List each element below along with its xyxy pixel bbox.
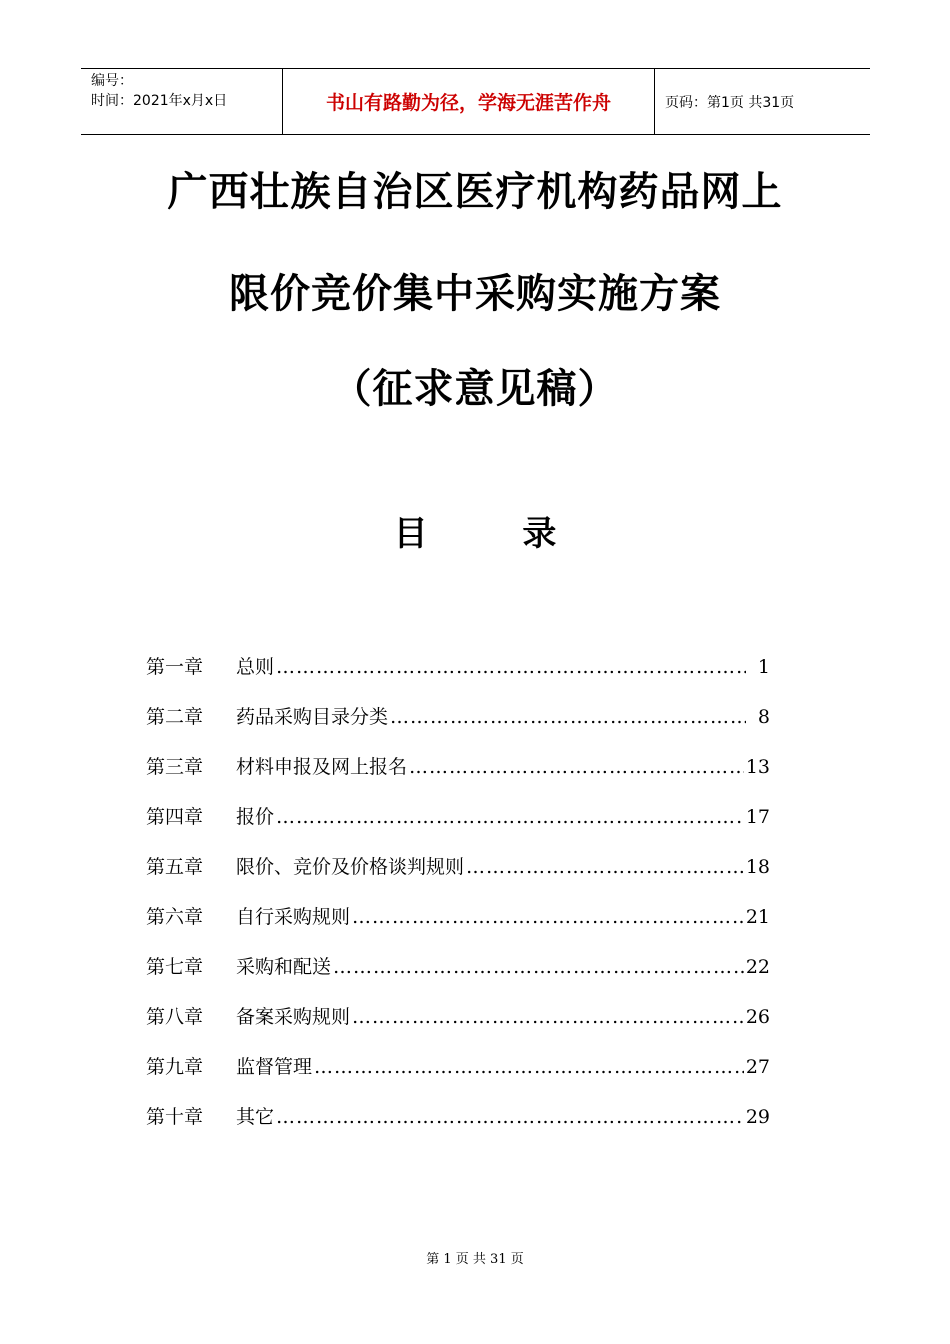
toc-chapter: 第三章: [146, 756, 204, 778]
page-header: [81, 68, 870, 135]
toc-page-number: 22: [745, 956, 770, 978]
toc-entry[interactable]: [146, 652, 770, 702]
toc-leader: [276, 806, 744, 828]
document-title-line-1: 广西壮族自治区医疗机构药品网上: [167, 169, 783, 215]
toc-page-number: 21: [745, 906, 770, 928]
toc-page-number: 18: [745, 856, 770, 878]
toc-title: 材料申报及网上报名: [236, 756, 408, 778]
toc-entry[interactable]: [146, 702, 770, 752]
toc-page-number: 29: [745, 1106, 770, 1128]
toc-title: 限价、竞价及价格谈判规则: [236, 856, 465, 878]
toc-page-number: 1: [757, 656, 770, 678]
toc-chapter: 第四章: [146, 806, 204, 828]
toc-leader: [352, 906, 744, 928]
document-title-line-3: （征求意见稿）: [331, 366, 619, 412]
toc-leader: [314, 1056, 744, 1078]
toc-title: 自行采购规则: [236, 906, 351, 928]
toc-chapter: 第七章: [146, 956, 204, 978]
toc-entry[interactable]: [146, 952, 770, 1002]
toc-leader: [409, 756, 744, 778]
toc-leader: [390, 706, 746, 728]
toc-chapter: 第九章: [146, 1056, 204, 1078]
toc-title: 报价: [236, 806, 275, 828]
toc-entry[interactable]: [146, 852, 770, 902]
toc-leader: [276, 656, 746, 678]
toc-entry[interactable]: [146, 1102, 770, 1152]
toc-page-number: 27: [745, 1056, 770, 1078]
header-meta: [81, 69, 282, 134]
toc-chapter: 第六章: [146, 906, 204, 928]
toc-entry[interactable]: [146, 902, 770, 952]
toc-title: 药品采购目录分类: [236, 706, 389, 728]
header-page-info: 页码：第1页 共31页: [665, 94, 795, 111]
header-number-label: 编号：: [91, 73, 133, 89]
header-time-label: 时间：2021年x月x日: [91, 93, 228, 109]
toc-leader: [333, 956, 744, 978]
toc-title: 其它: [236, 1106, 275, 1128]
toc-entry[interactable]: [146, 1002, 770, 1052]
toc-title: 采购和配送: [236, 956, 332, 978]
toc-chapter: 第十章: [146, 1106, 204, 1128]
toc-leader: [276, 1106, 744, 1128]
toc-page-number: 8: [757, 706, 770, 728]
toc-heading: 目 录: [393, 514, 557, 554]
toc-title: 监督管理: [236, 1056, 313, 1078]
toc-chapter: 第五章: [146, 856, 204, 878]
toc-page-number: 13: [745, 756, 770, 778]
page-footer: 第 1 页 共 31 页: [426, 1252, 524, 1267]
header-motto: 书山有路勤为径，学海无涯苦作舟: [282, 69, 655, 134]
toc-title: 总则: [236, 656, 275, 678]
toc-title: 备案采购规则: [236, 1006, 351, 1028]
toc-chapter: 第二章: [146, 706, 204, 728]
toc-chapter: 第八章: [146, 1006, 204, 1028]
toc-entry[interactable]: [146, 1052, 770, 1102]
toc-entry[interactable]: [146, 752, 770, 802]
toc-page-number: 17: [745, 806, 770, 828]
toc-entry[interactable]: [146, 802, 770, 852]
table-of-contents: [146, 652, 770, 1152]
document-title-line-2: 限价竞价集中采购实施方案: [229, 271, 721, 317]
toc-leader: [466, 856, 744, 878]
toc-chapter: 第一章: [146, 656, 204, 678]
toc-leader: [352, 1006, 744, 1028]
toc-page-number: 26: [745, 1006, 770, 1028]
